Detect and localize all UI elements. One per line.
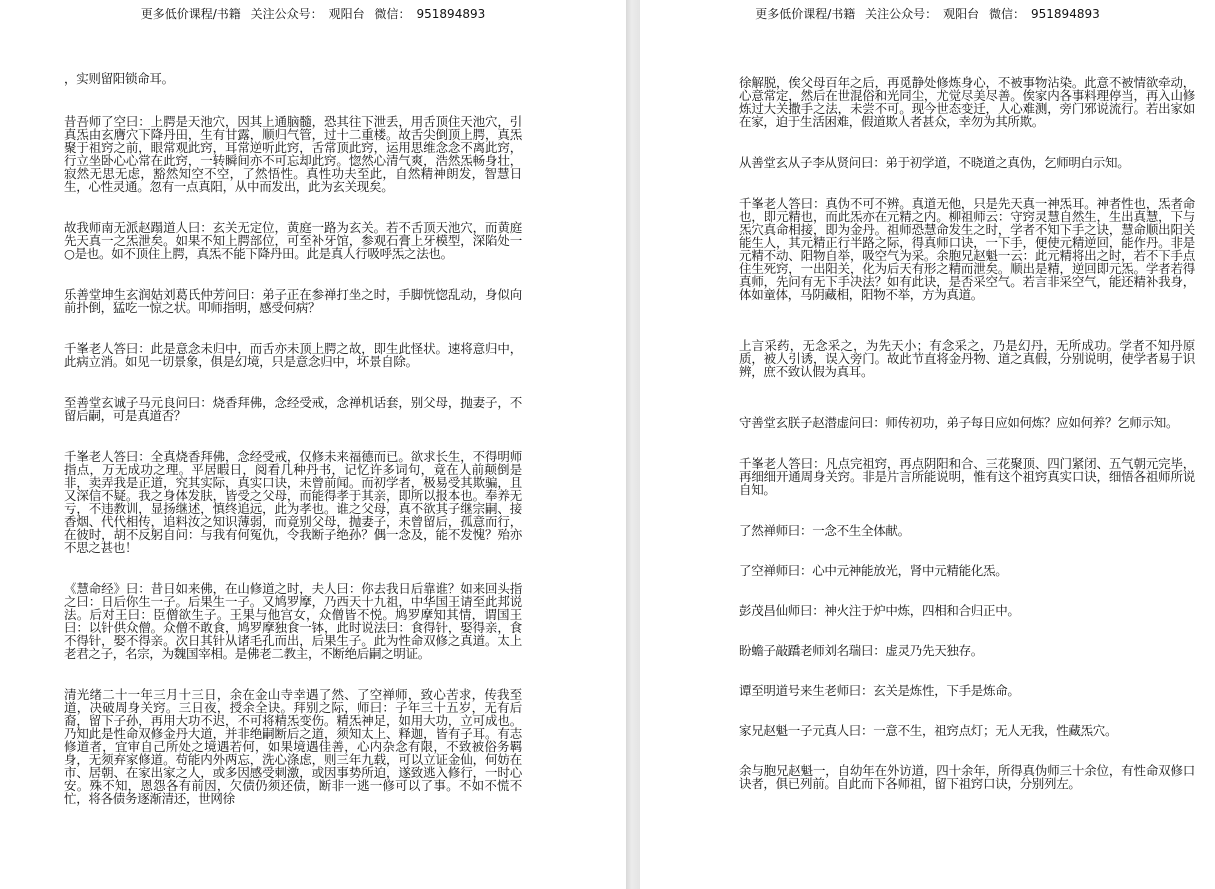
right-page-content	[739, 76, 1195, 790]
header-promo: 更多低价课程/书籍	[755, 7, 856, 21]
header-wechat-label: 微信：	[374, 7, 411, 21]
page-header	[0, 6, 626, 22]
paragraph: 谭至明道号来生老师曰：玄关是炼性，下手是炼命。	[739, 683, 1020, 698]
paragraph: 家兄赵魁一子元真人曰：一意不生，祖窍点灯；无人无我，性藏炁穴。	[739, 723, 1118, 738]
left-page-content	[64, 72, 522, 805]
header-wechat-label: 微信：	[989, 7, 1026, 21]
paragraph: ，实则留阳锁命耳。	[64, 71, 174, 86]
paragraph: 了空禅师曰：心中元神能放光，肾中元精能化炁。	[739, 563, 1008, 578]
paragraph: 故我师南无派赵蹋道人曰：玄关无定位，黄庭一路为玄关。若不舌顶天池穴，而黄庭先天真一之炁泄矣。如果不知上腭部位，可至补牙馆，参观石膏上牙模型，深陷处一○是也。如不顶住上腭，真炁不能下降丹田。此是真人行吸呼炁之法也。	[64, 220, 522, 261]
paragraph: 了然禅师曰：一念不生全体献。	[739, 523, 910, 538]
paragraph: 至善堂玄诚子马元良问曰：烧香拜佛，念经受戒，念禅机话套，别父母，抛妻子，不留后嗣，可是真道否？	[64, 395, 522, 423]
paragraph: 清光绪二十一年三月十三日，余在金山寺幸遇了然、了空禅师，致心苦求，传我至道，决破周身关窍。三日夜，授余全诀。拜别之际，师曰：子年三十五岁，无有后裔，留下子孙，再用大功不迟，不可将精炁变伤。精炁神足，如用大功，立可成也。乃知此是性命双修金丹大道，并非绝嗣断后之道，须知太上、释迦，皆有子耳。有志修道者，宜审自己所处之境遇若何，如果境遇佳善，心内杂念有限，不致被俗务羁身，无须弃家修道。苟能内外两忘，洗心涤虑，则三年九载，可以立证金仙，何妨在市、居朝、在家出家之人，或多因感受刺激，或因事势所迫，遂致逃入修行，一时心安。殊不知，恩怨各有前因，欠债仍须还债，断非一逃一修可以了事。不如不慌不忙，将各债务逐渐清还，世网徐	[64, 687, 522, 806]
paragraph: 昔吾师了空曰：上腭是天池穴，因其上通脑髓，恐其往下泄丢，用舌顶住天池穴，引真炁由玄膺穴下降丹田，生有甘露，顺归气管，过十二重楼。故舌尖倒顶上腭，真炁聚于祖窍之前，眼常观此窍，耳常逆听此窍，舌常顶此窍，运用思维念念不离此窍，行立坐卧心心常在此窍，一转瞬间亦不可忘却此窍。惚然心清气爽，浩然炁畅身壮，寂然无思无虑，豁然知空不空，了然悟性。真性功夫至此，自然精神朗发，智慧日生，心性灵通。忽有一点真阳，从中而发出，此为玄关现矣。	[64, 114, 522, 194]
paragraph: 千峯老人答曰：全真烧香拜佛，念经受戒，仅修未来福德而已。欲求长生，不得明师指点，万无成功之理。平居暇日，阅看几种丹书，记忆许多词句，竟在人前颠倒是非，卖弄我是正道，究其实际，真实口诀，未曾前闻。而初学者，极易受其欺骗，且又深信不疑。我之身体发肤，皆受之父母，而能得孝于其亲，即所以报本也。奉养无亏，不违教训，显扬继述，慎终追远，此为孝也。谁之父母，真不欲其子继宗嗣、接香烟、代代相传，追料汝之知识薄弱，而竟别父母，抛妻子，未曾留后，孤意而行，在彼时，胡不反躬自问：与我有何冤仇，令我断子绝孙？偶一念及，能不发愧？殆亦不思之甚也！	[64, 449, 522, 555]
paragraph: 从善堂玄从子李从贤问曰：弟于初学道，不晓道之真伪，乞师明白示知。	[739, 155, 1130, 170]
header-follow-label: 关注公众号：	[865, 7, 938, 21]
paragraph: 《慧命经》曰：昔日如来佛，在山修道之时，夫人曰：你去我日后靠谁？如来回头指之曰：日后你生一子。后果生一子。又鸠罗摩，乃西天十九祖，中华国王请至此邦说法。后对王曰：臣僧欲生子。王果与他宫女，众僧皆不悦。鸠罗摩知其情，谓国王曰：以针供众僧。众僧不敢食，鸠罗摩独食一钵，此时说法曰：食得针，娶得亲，食不得针，娶不得亲。次日其针从诸毛孔而出，后果生子。此为性命双修之真道。太上老君之子，名宗，为魏国宰相。是佛老二教主，不断绝后嗣之明证。	[64, 581, 522, 661]
header-follow-label: 关注公众号：	[250, 7, 323, 21]
paragraph: 守善堂玄朕子赵潜虚问曰：师传初功，弟子每日应如何炼？应如何养？乞师示知。	[739, 415, 1179, 430]
paragraph: 彭茂昌仙师曰：神火注于炉中炼，四相和合归正中。	[739, 603, 1020, 618]
paragraph: 乐善堂坤生玄润姑刘葛氏仲芳问曰：弟子正在参禅打坐之时，手脚恍惚乱动，身似向前扑倒，猛吃一惊之状。叩师指明，感受何病？	[64, 287, 522, 315]
header-wechat-id: 951894893	[1031, 7, 1100, 21]
paragraph: 余与胞兄赵魁一，自幼年在外访道，四十余年，所得真伪师三十余位，有性命双修口诀者，俱已列前。自此而下各师祖，留下祖窍口诀，分别列左。	[739, 763, 1195, 791]
right-page	[640, 0, 1215, 889]
header-wechat-id: 951894893	[416, 7, 486, 21]
page-divider	[626, 0, 640, 889]
header-promo: 更多低价课程/书籍	[140, 7, 241, 21]
paragraph: 千峯老人答曰：凡点完祖窍，再点阴阳和合、三花聚顶、四门紧闭、五气朝元完毕，再细细开通周身关窍。非是片言所能说明，惟有这个祖窍真实口诀，细悟各祖师所说自知。	[739, 456, 1195, 497]
paragraph: 千峯老人答曰：真伪不可不辨。真道无他，只是先天真一神炁耳。神者性也，炁者命也，即元精也，而此炁亦在元精之内。柳祖师云：守窍灵慧自然生，生出真慧，下与炁穴真命相接，即为金丹。祖师恐慧命发生之时，学者不知下手之诀，慧命顺出阳关能生人，其元精正行半路之际，得真师口诀，一下手，便使元精逆回，能作丹。非是元精不动、阳物自举，吸空气为采。余胞兄赵魁一云：此元精将出之时，若不下手点住生死窍，一出阳关，化为后天有形之精而泄矣。顺出是精，逆回即元炁。学者若得真师，先问有无下手决法？如有此诀，是否采空气。若言非采空气，能还精补我身，体如童体，马阴藏相，阳物不举，方为真道。	[739, 196, 1195, 302]
paragraph: 盼蟾子敲蹻老师刘名瑞曰：虚灵乃先天独存。	[739, 643, 984, 658]
header-account: 观阳台	[943, 7, 980, 21]
paragraph: 千峯老人答曰：此是意念未归中，而舌亦未顶上腭之故，即生此怪状。速将意归中，此病立消。如见一切景象，俱是幻境，只是意念归中，坏景自除。	[64, 341, 522, 369]
header-account: 观阳台	[328, 7, 365, 21]
page-header	[640, 6, 1215, 22]
paragraph: 上言采药，无念采之，为先天小；有念采之，乃是幻丹，无所成功。学者不知丹原质，被人引诱，误入旁门。故此节直将金丹物、道之真假，分别说明，使学者易于识辨，庶不致认假为真耳。	[739, 338, 1195, 379]
paragraph: 徐解脱，俟父母百年之后，再觅静处修炼身心，不被事物沾染。此意不被情欲牵动，心意常定，然后在世混俗和光同尘，尤觉尽美尽善。俟家内各事料理停当，再入山修炼过大关撒手之法，未尝不可。现今世态变迁，人心难测，旁门邪说流行。若出家如在家，迫于生活困难，假道欺人者甚众，幸勿为其所欺。	[739, 75, 1195, 129]
